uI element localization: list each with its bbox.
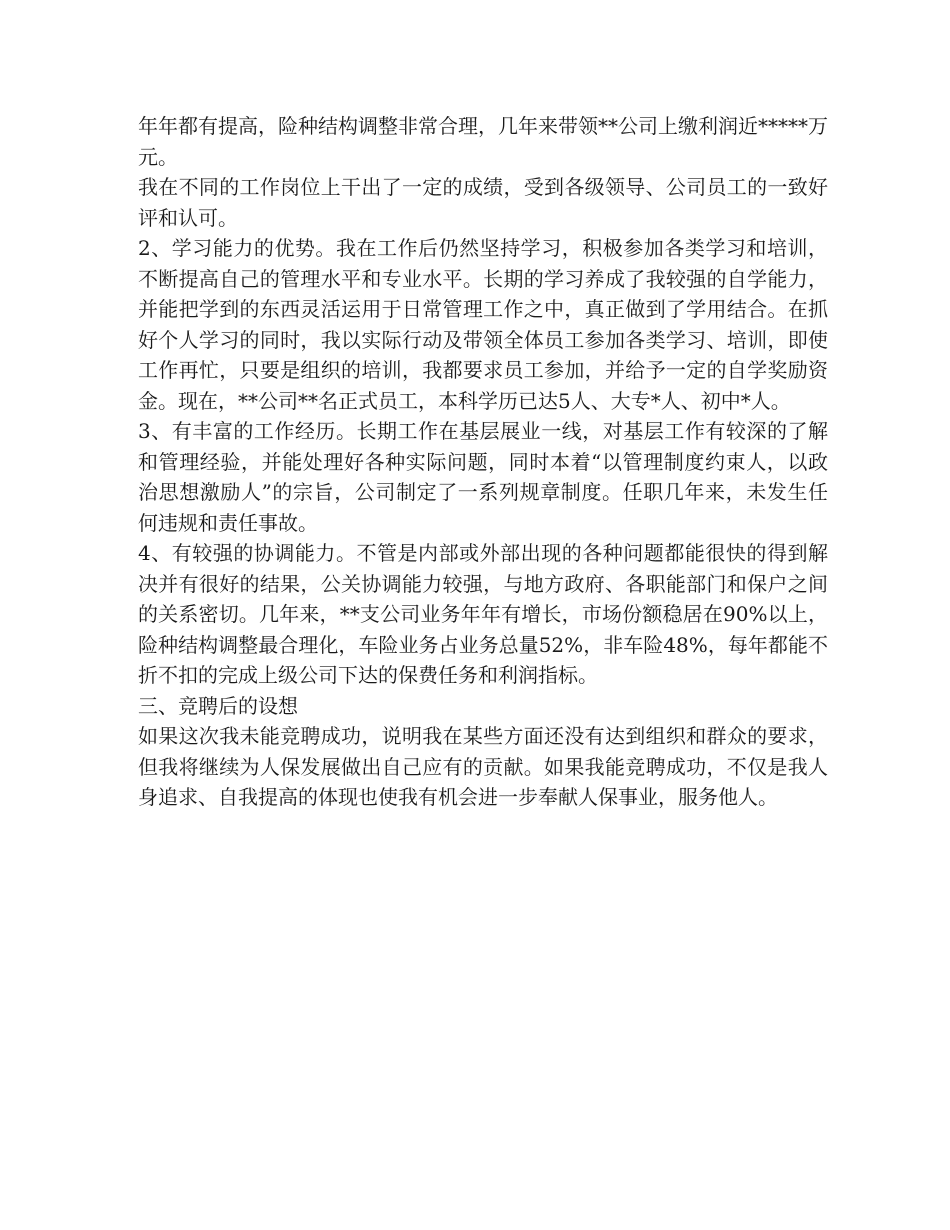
paragraph-2: 我在不同的工作岗位上干出了一定的成绩，受到各级领导、公司员工的一致好评和认可。 — [138, 175, 828, 230]
paragraph-6: 如果这次我未能竞聘成功，说明我在某些方面还没有达到组织和群众的要求，但我将继续为人保发展做出自己应有的贡献。如果我能竞聘成功，不仅是我人身追求、自我提高的体现也使我有机会进一步奉献人保事业，服务他人。 — [138, 724, 828, 809]
paragraph-4: 3、有丰富的工作经历。长期工作在基层展业一线，对基层工作有较深的了解和管理经验，并能处理好各种实际问题，同时本着“以管理制度约束人，以政治思想激励人”的宗旨，公司制定了一系列规章制度。任职几年来，未发生任何违规和责任事故。 — [138, 419, 828, 535]
document-body — [138, 111, 828, 813]
paragraph-5: 4、有较强的协调能力。不管是内部或外部出现的各种问题都能很快的得到解决并有很好的结果，公关协调能力较强，与地方政府、各职能部门和保户之间的关系密切。几年来，**支公司业务年年有增长，市场份额稳居在90%以上，险种结构调整最合理化，车险业务占业务总量52%，非车险48%，每年都能不折不扣的完成上级公司下达的保费任务和利润指标。 — [138, 541, 828, 687]
paragraph-1: 年年都有提高，险种结构调整非常合理，几年来带领**公司上缴利润近*****万元。 — [138, 114, 828, 169]
paragraph-3: 2、学习能力的优势。我在工作后仍然坚持学习，积极参加各类学习和培训，不断提高自己的管理水平和专业水平。长期的学习养成了我较强的自学能力，并能把学到的东西灵活运用于日常管理工作之中，真正做到了学用结合。在抓好个人学习的同时，我以实际行动及带领全体员工参加各类学习、培训，即使工作再忙，只要是组织的培训，我都要求员工参加，并给予一定的自学奖励资金。现在，**公司**名正式员工，本科学历已达5人、大专*人、初中*人。 — [138, 236, 828, 413]
section-heading: 三、竞聘后的设想 — [138, 693, 298, 718]
